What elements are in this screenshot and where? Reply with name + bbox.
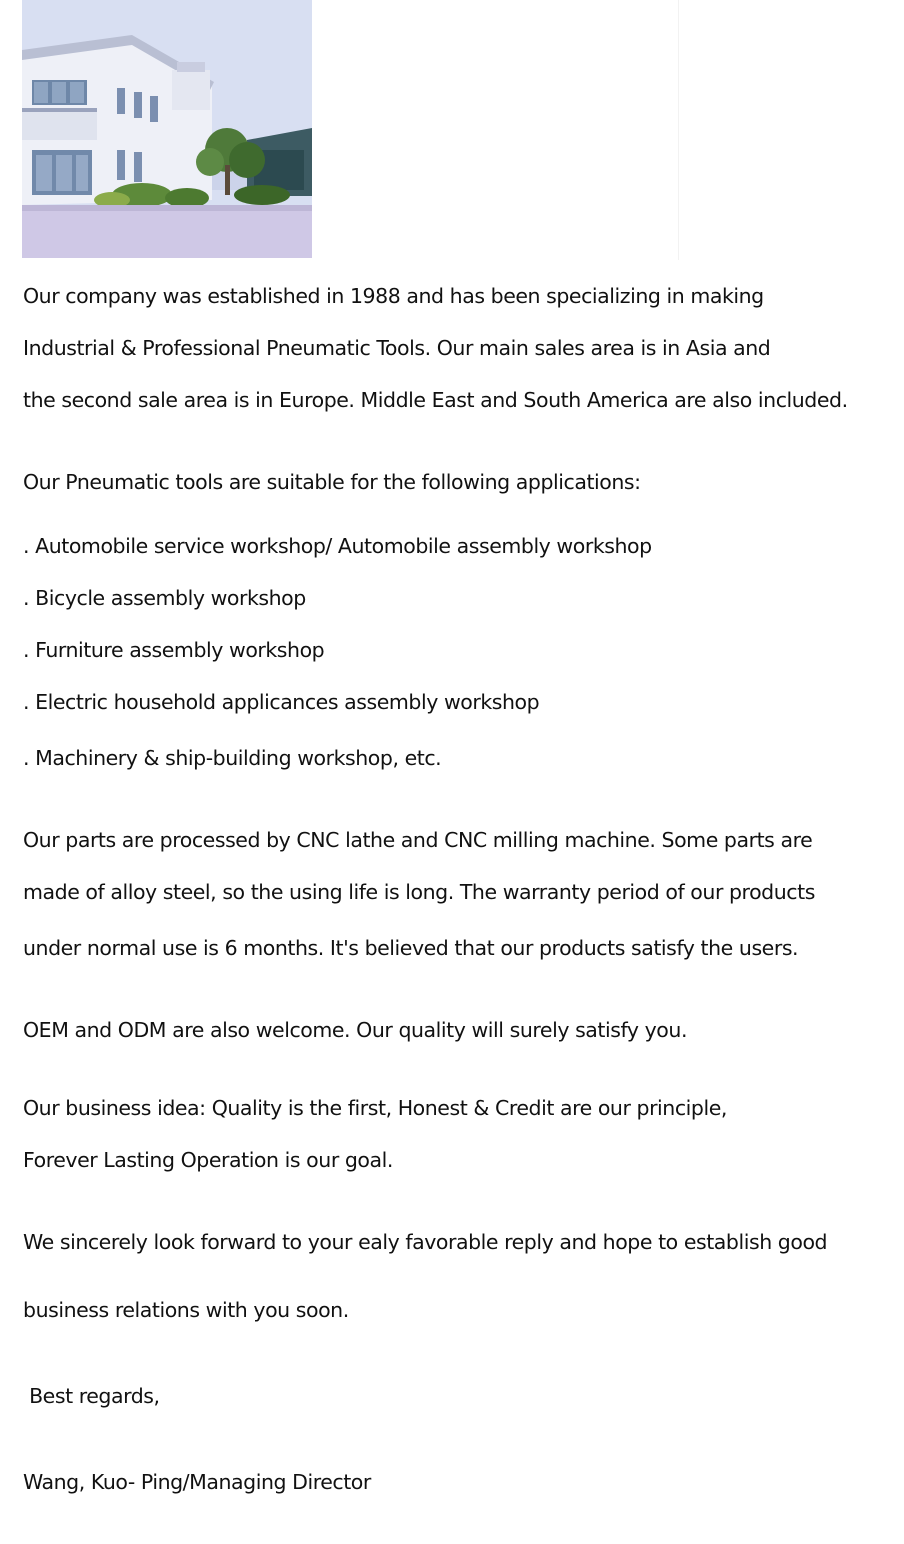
oem-statement: OEM and ODM are also welcome. Our quality will surely satisfy you. (23, 1018, 688, 1042)
application-item-4: . Electric household applicances assembly workshop (23, 690, 540, 714)
application-item-1: . Automobile service workshop/ Automobile assembly workshop (23, 534, 652, 558)
closing-line-1: We sincerely look forward to your ealy favorable reply and hope to establish good (23, 1230, 828, 1254)
application-item-3: . Furniture assembly workshop (23, 638, 325, 662)
intro-line-1: Our company was established in 1988 and has been specializing in making (23, 284, 764, 308)
intro-line-3: the second sale area is in Europe. Middle East and South America are also included. (23, 388, 848, 412)
processing-line-1: Our parts are processed by CNC lathe and CNC milling machine. Some parts are (23, 828, 813, 852)
company-building-photo (22, 0, 312, 258)
application-item-5: . Machinery & ship-building workshop, etc. (23, 746, 442, 770)
business-idea-line-2: Forever Lasting Operation is our goal. (23, 1148, 393, 1172)
blank-image-panel (355, 0, 679, 260)
application-item-2: . Bicycle assembly workshop (23, 586, 306, 610)
intro-line-2: Industrial & Professional Pneumatic Tools. Our main sales area is in Asia and (23, 336, 771, 360)
closing-line-2: business relations with you soon. (23, 1298, 349, 1322)
business-idea-line-1: Our business idea: Quality is the first, Honest & Credit are our principle, (23, 1096, 727, 1120)
processing-line-3: under normal use is 6 months. It's believed that our products satisfy the users. (23, 936, 799, 960)
applications-heading: Our Pneumatic tools are suitable for the following applications: (23, 470, 641, 494)
regards: Best regards, (23, 1384, 160, 1408)
processing-line-2: made of alloy steel, so the using life is long. The warranty period of our products (23, 880, 815, 904)
signature: Wang, Kuo- Ping/Managing Director (23, 1470, 371, 1494)
